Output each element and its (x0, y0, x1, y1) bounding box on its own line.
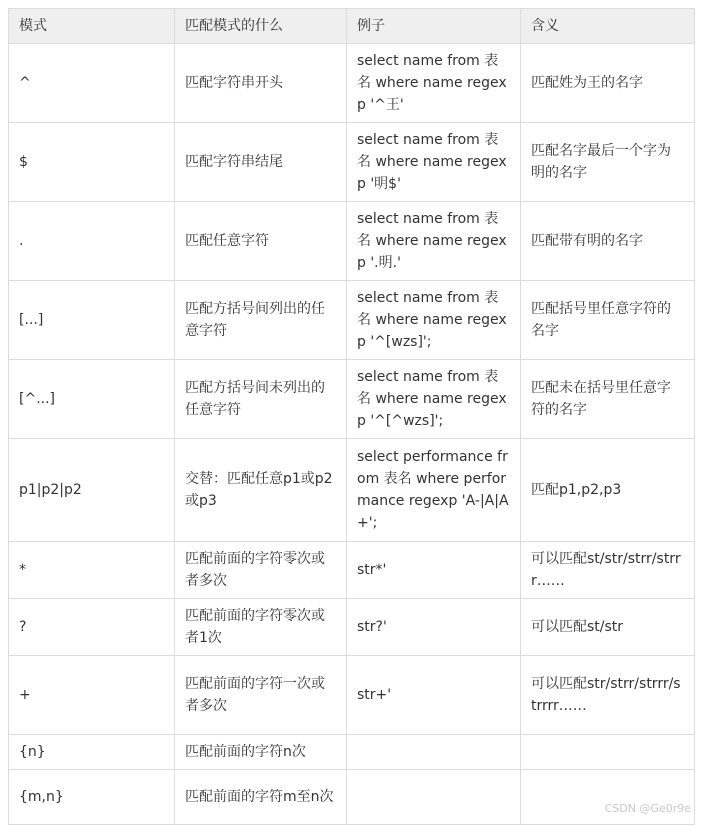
cell-meaning: 可以匹配str/strr/strrr/strrrr…… (521, 656, 695, 735)
cell-meaning (521, 735, 695, 770)
cell-pattern: $ (9, 123, 175, 202)
header-meaning: 含义 (521, 9, 695, 44)
table-row (9, 599, 695, 656)
cell-pattern: {n} (9, 735, 175, 770)
cell-meaning: 匹配姓为王的名字 (521, 44, 695, 123)
cell-pattern: {m,n} (9, 770, 175, 825)
cell-what: 匹配前面的字符n次 (175, 735, 347, 770)
cell-pattern: [...] (9, 281, 175, 360)
cell-example: select name from 表名 where name regexp '^[^wzs]'; (347, 360, 521, 439)
cell-example: select name from 表名 where name regexp '^王' (347, 44, 521, 123)
cell-example: select name from 表名 where name regexp '.明.' (347, 202, 521, 281)
header-what: 匹配模式的什么 (175, 9, 347, 44)
cell-example: str*' (347, 542, 521, 599)
cell-example: str?' (347, 599, 521, 656)
cell-meaning: 可以匹配st/str (521, 599, 695, 656)
table-row (9, 439, 695, 542)
table-row (9, 360, 695, 439)
cell-example (347, 735, 521, 770)
cell-meaning: 匹配括号里任意字符的名字 (521, 281, 695, 360)
table-header (9, 9, 695, 44)
table-row (9, 123, 695, 202)
cell-pattern: ? (9, 599, 175, 656)
cell-what: 匹配字符串结尾 (175, 123, 347, 202)
cell-what: 匹配字符串开头 (175, 44, 347, 123)
cell-example: select name from 表名 where name regexp '明$' (347, 123, 521, 202)
table-row (9, 735, 695, 770)
regex-pattern-table (8, 8, 695, 825)
cell-what: 匹配前面的字符零次或者多次 (175, 542, 347, 599)
cell-what: 交替：匹配任意p1或p2或p3 (175, 439, 347, 542)
cell-meaning: 可以匹配st/str/strr/strrr…… (521, 542, 695, 599)
cell-meaning: 匹配未在括号里任意字符的名字 (521, 360, 695, 439)
cell-what: 匹配前面的字符一次或者多次 (175, 656, 347, 735)
cell-pattern: p1|p2|p2 (9, 439, 175, 542)
header-example: 例子 (347, 9, 521, 44)
cell-pattern: + (9, 656, 175, 735)
cell-meaning: 匹配带有明的名字 (521, 202, 695, 281)
cell-what: 匹配任意字符 (175, 202, 347, 281)
table-row (9, 44, 695, 123)
table-row (9, 542, 695, 599)
cell-meaning: 匹配p1,p2,p3 (521, 439, 695, 542)
csdn-watermark: CSDN @Ge0r9e (604, 802, 691, 815)
cell-pattern: [^...] (9, 360, 175, 439)
cell-example (347, 770, 521, 825)
cell-what: 匹配前面的字符m至n次 (175, 770, 347, 825)
table-row (9, 202, 695, 281)
cell-example: str+' (347, 656, 521, 735)
header-pattern: 模式 (9, 9, 175, 44)
cell-pattern: . (9, 202, 175, 281)
regex-pattern-table-container (8, 8, 694, 825)
cell-what: 匹配前面的字符零次或者1次 (175, 599, 347, 656)
cell-what: 匹配方括号间未列出的任意字符 (175, 360, 347, 439)
header-row (9, 9, 695, 44)
cell-example: select performance from 表名 where performance regexp 'A-|A|A+'; (347, 439, 521, 542)
cell-meaning: 匹配名字最后一个字为明的名字 (521, 123, 695, 202)
cell-what: 匹配方括号间列出的任意字符 (175, 281, 347, 360)
cell-example: select name from 表名 where name regexp '^[wzs]'; (347, 281, 521, 360)
table-row (9, 656, 695, 735)
cell-meaning (521, 770, 695, 825)
cell-pattern: ^ (9, 44, 175, 123)
table-body (9, 44, 695, 825)
table-row (9, 770, 695, 825)
table-row (9, 281, 695, 360)
cell-pattern: * (9, 542, 175, 599)
